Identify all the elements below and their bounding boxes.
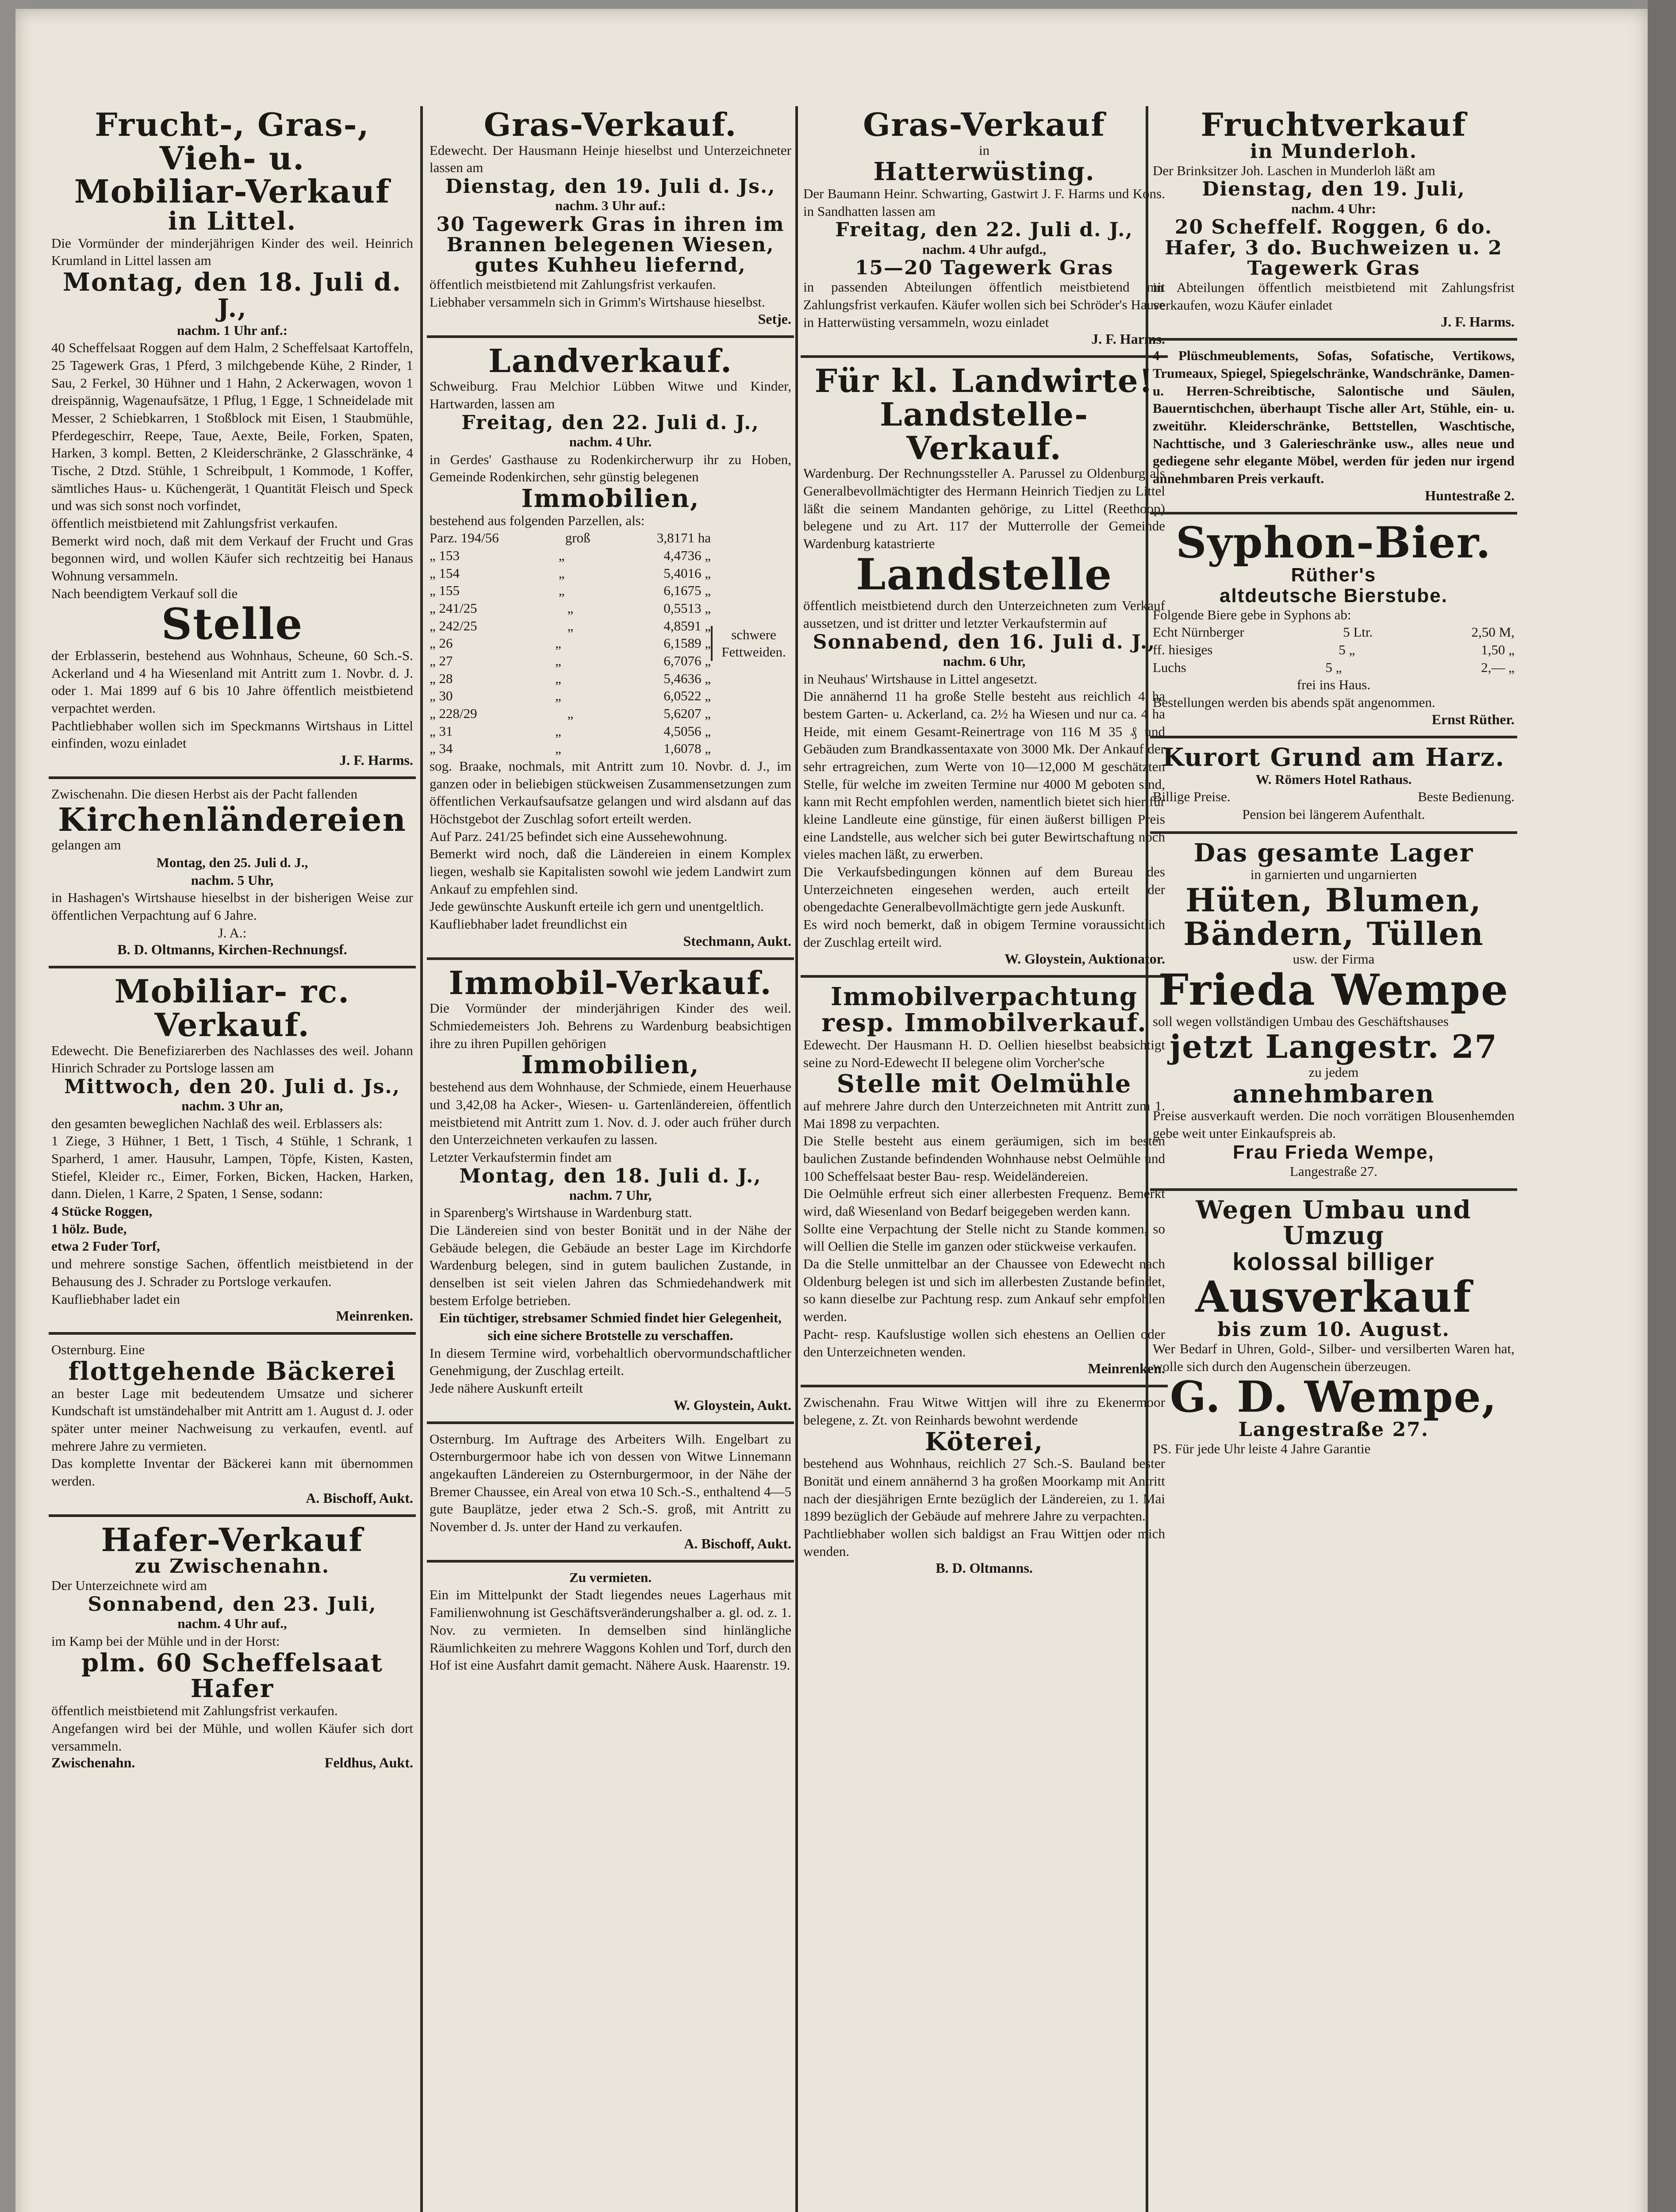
ad-date: Freitag, den 22. Juli d. J., [835, 219, 1133, 242]
ad-text: Billige Preise. [1153, 789, 1231, 805]
parcel-row-cell: 6,7076 „ [663, 653, 711, 669]
ad-time: nachm. 7 Uhr, [569, 1187, 652, 1203]
ad-text: Der Brinksitzer Joh. Laschen in Munderloh läßt am [1153, 162, 1435, 178]
ad-text: an bester Lage mit bedeutendem Umsatze und sicherer Kundschaft ist umständehalber mit Antritt am 1. August d. J. oder später unter meiner Nachweisung zu verkaufen, eventl. auf mehrere Jahre zu vermieten. [51, 1385, 413, 1454]
parcel-row-cell: 5,4016 „ [663, 565, 711, 581]
beer-row-cell: 2,— „ [1481, 659, 1515, 675]
ad-headline: jetzt Langestr. 27 [1170, 1028, 1498, 1066]
ad-date: Montag, den 18. Juli d. J., [62, 267, 402, 323]
ad-text: Der Unterzeichnete wird am [51, 1578, 207, 1594]
column-1 [49, 102, 416, 2212]
ad-text: öffentlich meistbietend mit Zahlungsfrist verkaufen. [51, 1703, 338, 1719]
ad-text: Langestraße 27. [1290, 1164, 1377, 1179]
ad-headline: Mobiliar-Verkauf [74, 173, 391, 211]
parcel-row-cell: „ [567, 618, 574, 634]
ad-text: öffentlich meistbietend durch den Unterzeichneten zum Verkauf aussetzen, und ist dritter und letzter Verkaufstermin auf [803, 598, 1165, 631]
ad-mobiliar-verkauf [49, 968, 416, 1335]
parcel-row-cell: „ [558, 547, 565, 563]
ad-text: Preise ausverkauft werden. Die noch vorrätigen Blousenhemden gebe weit unter Einkaufspreis ab. [1153, 1108, 1515, 1141]
ad-text: 4 Stücke Roggen, [51, 1203, 153, 1219]
ad-time: nachm. 3 Uhr an, [181, 1098, 283, 1114]
parcel-row [430, 582, 711, 599]
ad-text: 1 hölz. Bude, [51, 1221, 127, 1237]
parcel-row-cell: „ 30 [430, 688, 453, 704]
ad-text: Das komplette Inventar der Bäckerei kann mit übernommen werden. [51, 1455, 413, 1489]
parcel-row [430, 722, 711, 740]
ad-text: Letzter Verkaufstermin findet am [430, 1149, 612, 1165]
ad-koeterei [801, 1387, 1168, 1584]
ad-landverkauf [427, 338, 794, 960]
ad-signature: Meinrenken. [336, 1308, 413, 1324]
beer-row-cell: Luchs [1153, 659, 1186, 675]
ad-time: nachm. 4 Uhr auf., [177, 1616, 287, 1632]
parcel-row-cell: „ 31 [430, 723, 453, 739]
ad-text: J. A.: [218, 925, 247, 941]
ad-subheadline: W. Römers Hotel Rathaus. [1255, 771, 1412, 787]
parcel-row [430, 652, 711, 670]
ad-text: in Sparenberg's Wirtshause in Wardenburg statt. [430, 1205, 692, 1221]
parcel-row [430, 670, 711, 687]
ad-subheadline: altdeutsche Bierstube. [1220, 584, 1448, 607]
ad-signature [51, 1755, 413, 1771]
ad-signature: J. F. Harms. [1091, 331, 1165, 347]
parcel-row-cell: „ [567, 706, 574, 722]
parcel-row-cell: „ [555, 670, 561, 686]
parcel-row [430, 740, 711, 757]
ad-text: Pachtliebhaber wollen sich im Speckmanns Wirtshaus in Littel einfinden, wozu einladet [51, 718, 413, 751]
ad-text: in garnierten und ungarnierten [1250, 867, 1417, 883]
ad-headline: Ausverkauf [1195, 1272, 1472, 1322]
parcel-row [430, 529, 711, 547]
parcel-row-cell: Parz. 194/56 [430, 530, 499, 546]
ad-text: Jede gewünschte Auskunft erteile ich gern und unentgeltlich. [430, 899, 764, 914]
ad-headline: Stelle [161, 599, 303, 649]
ad-text: bestehend aus dem Wohnhause, der Schmiede, einem Heuerhause und 3,42,08 ha Acker-, Wiesen- u. Gartenländereien, öffentlich meistbietend mit Antritt zum 1. Nov. d. J. oder auch früher durch den Unterzeichneten verkaufen zu lassen. [430, 1079, 791, 1148]
ad-gras-verkauf [427, 102, 794, 338]
ad-headline: 20 Scheffelf. Roggen, 6 do. Hafer, 3 do. Buchweizen u. 2 Tagewerk Gras [1165, 216, 1503, 280]
parcel-table [430, 529, 791, 757]
beer-price-list [1153, 623, 1515, 676]
ad-headline: plm. 60 Scheffelsaat [81, 1648, 384, 1678]
parcel-row-cell: „ [555, 653, 561, 669]
ad-frieda-wempe [1150, 834, 1517, 1191]
ad-subheadline: in Littel. [168, 206, 297, 236]
ad-text: Der Baumann Heinr. Schwarting, Gastwirt J. F. Harms und Kons. in Sandhatten lassen am [803, 186, 1165, 219]
ad-text: Kaufliebhaber ladet freundlichst ein [430, 916, 627, 932]
ad-date: Dienstag, den 19. Juli d. Js., [445, 175, 776, 198]
ad-ausverkauf-wempe [1150, 1191, 1517, 1466]
beer-row [1153, 623, 1515, 641]
ad-headline: Köterei, [924, 1427, 1044, 1456]
ad-time: nachm. 5 Uhr, [191, 872, 274, 888]
ad-text: Die Stelle besteht aus einem geräumigen, sich im besten baulichen Zustande befindenden Wohnhause nebst Oelmühle und 100 Scheffelsaat bester Bau- resp. Weideländereien. [803, 1133, 1165, 1184]
ad-kirchenlaendereien [49, 779, 416, 968]
parcel-row-cell: 0,5513 „ [663, 600, 711, 616]
parcel-row-cell: 5,4636 „ [663, 670, 711, 686]
parcel-row-cell: „ 28 [430, 670, 453, 686]
ad-headline: Stelle mit Oelmühle [836, 1069, 1132, 1099]
ad-signature-name: Feldhus, Aukt. [324, 1755, 413, 1771]
ad-text: Die Vormünder der minderjährigen Kinder des weil. Schmiedemeisters Joh. Behrens zu Wardenburg beabsichtigen ihre zu ihren Pupillen gehörigen [430, 1000, 791, 1051]
ad-baeckerei [49, 1335, 416, 1517]
ad-subheadline: Hatterwüsting. [873, 157, 1095, 187]
ad-text: Zwischenahn. Die diesen Herbst ais der Pacht fallenden [51, 786, 358, 802]
parcel-row-cell: 5,6207 „ [663, 706, 711, 722]
ad-frucht-verkauf [49, 102, 416, 779]
column-2 [427, 102, 794, 2212]
ad-text: PS. Für jede Uhr leiste 4 Jahre Garantie [1153, 1441, 1371, 1457]
ad-time: nachm. 4 Uhr: [1291, 200, 1377, 216]
column-rule [420, 106, 423, 2212]
ad-text: Edewecht. Der Hausmann H. D. Oellien hieselbst beabsichtigt seine zu Nord-Edewecht II belegene olim Vorcher'sche [803, 1037, 1165, 1070]
ad-signature: J. F. Harms. [1441, 314, 1515, 330]
ad-subheadline: in Munderloh. [1250, 140, 1418, 163]
beer-row-cell: 5 Ltr. [1343, 624, 1373, 640]
ad-headline: Mobiliar- rc. Verkauf. [114, 972, 350, 1044]
ad-text: bestehend aus folgenden Parzellen, als: [430, 512, 645, 528]
ad-text: Nach beendigtem Verkauf soll die [51, 585, 238, 601]
ad-text: Wardenburg. Der Rechnungssteller A. Parussel zu Oldenburg als Generalbevollmächtigter des Hermann Heinrich Tiedjen zu Littel läßt die seinem Mandanten gehörige, zu Littel (Reethoop) belegene und zu Art. 117 der Mutterrolle der Gemeinde Wardenburg katastrierte [803, 465, 1165, 551]
ad-text: gelangen am [51, 837, 121, 853]
parcel-row [430, 634, 711, 652]
ad-headline: 30 Tagewerk Gras in ihren im Brannen belegenen Wiesen, gutes Kuhheu liefernd, [436, 213, 785, 277]
ad-syphon-bier [1150, 515, 1517, 738]
ad-headline: Fruchtverkauf [1200, 106, 1467, 143]
ad-text: in Abteilungen öffentlich meistbietend mit Zahlungsfrist verkaufen, wozu Käufer einladet [1153, 279, 1515, 313]
ad-text: und mehrere sonstige Sachen, öffentlich meistbietend in der Behausung des J. Schrader zu Portsloge verkaufen. [51, 1256, 413, 1289]
beer-row-cell: 5 „ [1338, 642, 1355, 658]
ad-text: in Gerdes' Gasthause zu Rodenkircherwurp ihr zu Hoben, Gemeinde Rodenkirchen, sehr günstig belegenen [430, 451, 791, 485]
ad-text-row [1153, 788, 1515, 806]
ad-text: in passenden Abteilungen öffentlich meistbietend mit Zahlungsfrist verkaufen. Käufer wollen sich bei Schröder's Hause in Hatterwüsting versammeln, wozu einladet [803, 279, 1165, 330]
ad-text: 40 Scheffelsaat Roggen auf dem Halm, 2 Scheffelsaat Kartoffeln, 25 Tagewerk Gras, 1 Pferd, 3 milchgebende Kühe, 2 Rinder, 1 Sau, 2 Ferkel, 30 Hühner und 1 Hahn, 2 Ackerwagen, wovon 1 dreispännig, Wagenaufsätze, 1 Pflug, 1 Egge, 1 Schneidelade mit Messer, 2 Schiebkarren, 1 Stoßblock mit Eisen, 1 Staubmühle, Pferdegeschirr, Reepe, Taue, Aexte, Beile, Forken, Spaten, Harken, 3 kompl. Betten, 2 Kleiderschränke, 2 Glasschränke, 4 Tische, 2 Dtzd. Stühle, 1 Schreibpult, 1 Kommode, 1 Koffer, sämtliches Haus- u. Küchengerät, 1 Quantität Fleisch und Speck und was sich sonst noch vorfindet, [51, 340, 413, 514]
ad-date: Sonnabend, den 16. Juli d. J., [813, 630, 1156, 653]
page-edge [1648, 0, 1676, 2212]
ad-headline: kolossal billiger [1232, 1248, 1435, 1276]
ad-headline: G. D. Wempe, [1170, 1372, 1498, 1422]
ad-signature: Meinrenken. [1088, 1360, 1165, 1377]
ad-headline: Landstelle-Verkauf. [880, 396, 1089, 467]
ad-headline: Gras-Verkauf. [483, 106, 737, 143]
parcel-row [430, 599, 711, 617]
ad-signature: Ernst Rüther. [1431, 711, 1515, 727]
ad-headline: Langestraße 27. [1238, 1418, 1429, 1441]
ad-headline: Kurort Grund am Harz. [1162, 742, 1505, 772]
ad-text: 4 Plüschmeublements, Sofas, Sofatische, Vertikows, Trumeaux, Spiegel, Spiegelschränke, Wandschränke, Damen- u. Herren-Schreibtische, Salontische und Säulen, Bauerntischchen, überhaupt Tische aller Art, Stühle, ein- u. zweitühr. Kleiderschränke, Bettstellen, Waschtische, Nachttische, und 3 Galerieschränke usw., alles neue und gediegene sehr elegante Möbel, werden für jeden nur irgend annehmbaren Preis verkauft. [1153, 348, 1515, 486]
ad-headline: Landstelle [855, 549, 1113, 599]
ad-signature: B. D. Oltmanns. [936, 1560, 1033, 1576]
ad-text: im Kamp bei der Mühle und in der Horst: [51, 1633, 280, 1649]
parcel-row-cell: „ 26 [430, 635, 453, 651]
ad-headline: Frucht-, Gras-, Vieh- u. [95, 106, 370, 177]
parcel-row-cell: 1,6078 „ [663, 741, 711, 757]
ad-headline: Zu vermieten. [569, 1569, 652, 1585]
ad-headline: Gras-Verkauf [863, 106, 1106, 143]
ad-headline: 15—20 Tagewerk Gras [855, 257, 1114, 280]
ad-headline: Immobil-Verkauf. [449, 964, 772, 1002]
ad-signature: Stechmann, Aukt. [683, 933, 791, 949]
ad-text: in Hashagen's Wirtshause hieselbst in der bisherigen Weise zur öffentlichen Verpachtung auf 6 Jahre. [51, 890, 413, 923]
parcel-row-cell: 4,8591 „ [663, 618, 711, 634]
ad-text: zu jedem [1308, 1064, 1359, 1080]
ad-text: Bestellungen werden bis abends spät angenommen. [1153, 695, 1435, 710]
ad-text: Bemerkt wird noch, daß die Ländereien in einem Komplex liegen, weshalb sie Kapitalisten sowohl wie jedem Landwirt zum Ankauf zu empfehlen sind. [430, 846, 791, 897]
ad-signature: W. Gloystein, Aukt. [673, 1397, 791, 1413]
beer-row-cell: 1,50 „ [1481, 642, 1515, 658]
ad-signature: W. Gloystein, Auktionator. [1004, 951, 1165, 967]
ad-headline: Kirchenländereien [58, 800, 407, 838]
ad-text: Zwischenahn. Frau Witwe Wittjen will ihre zu Ekenermoor belegene, z. Zt. von Reinhards bewohnt werdende [803, 1394, 1165, 1428]
ad-text: Die Ländereien sind von bester Bonität und in der Nähe der Gebäude belegen, die Gebäude an bester Lage im Kirchdorfe Wardenburg belegen, sind in gutem baulichen Zustande, in denselben ist seit vielen Jahren das Schmiedehandwerk mit bestem Erfolge betrieben. [430, 1222, 791, 1308]
beer-row-cell: ff. hiesiges [1153, 642, 1213, 658]
ad-text: Osternburg. Eine [51, 1342, 145, 1358]
ad-text: Kaufliebhaber ladet ein [51, 1291, 180, 1307]
beer-row [1153, 641, 1515, 659]
ad-text: Edewecht. Die Benefiziarerben des Nachlasses des weil. Johann Hinrich Schrader zu Portsloge lassen am [51, 1042, 413, 1076]
parcel-row [430, 565, 711, 582]
beer-row-cell: 5 „ [1325, 659, 1342, 675]
ad-text: Die Verkaufsbedingungen können auf dem Bureau des Unterzeichneten eingesehen werden, auch erteilt der obengedachte Generalbevollmächtigte gern jede Auskunft. [803, 864, 1165, 915]
ad-text: In diesem Termine wird, vorbehaltlich obervormundschaftlicher Genehmigung, der Zuschlag erteilt. [430, 1345, 791, 1379]
ad-moebel [1150, 341, 1517, 514]
ad-headline: Hüten, Blumen, Bändern, Tüllen [1183, 881, 1484, 952]
ad-time: nachm. 6 Uhr, [943, 653, 1026, 669]
parcel-row-cell: 3,8171 ha [656, 530, 711, 546]
parcel-row [430, 547, 711, 565]
ad-text: Die Vormünder der minderjährigen Kinder des weil. Heinrich Krumland in Littel lassen am [51, 235, 413, 269]
parcel-row [430, 705, 711, 722]
ad-headline: Immobilien, [521, 1050, 700, 1080]
ad-date: Mittwoch, den 20. Juli d. Js., [64, 1075, 400, 1098]
ad-text: Schweiburg. Frau Melchior Lübben Witwe und Kinder, Hartwarden, lassen am [430, 378, 791, 411]
beer-row-cell: Echt Nürnberger [1153, 624, 1244, 640]
ad-signature-place: Zwischenahn. [51, 1755, 135, 1771]
ad-highlight: Ein tüchtiger, strebsamer Schmied findet hier Gelegenheit, sich eine sichere Brotstelle zu verschaffen. [439, 1310, 782, 1344]
ad-headline: Hafer-Verkauf [101, 1521, 364, 1559]
ad-headline: Syphon-Bier. [1176, 517, 1492, 568]
ad-text: auf mehrere Jahre durch den Unterzeichneten mit Antritt zum 1. Mai 1898 zu verpachten. [803, 1098, 1165, 1131]
parcel-row-cell: „ [555, 688, 561, 704]
parcel-row-cell: „ [555, 741, 561, 757]
ad-text: in Neuhaus' Wirtshause in Littel angesetzt. [803, 671, 1037, 687]
ad-headline: Frau Frieda Wempe, [1233, 1141, 1434, 1163]
parcel-rows [430, 529, 711, 757]
ad-date: Montag, den 18. Juli d. J., [459, 1164, 762, 1187]
ad-headline: flottgehende Bäckerei [68, 1356, 396, 1386]
parcel-row-cell: 4,5056 „ [663, 723, 711, 739]
ad-time: nachm. 3 Uhr auf.: [555, 198, 666, 214]
ad-signature: A. Bischoff, Aukt. [306, 1490, 413, 1506]
ad-signature: A. Bischoff, Aukt. [684, 1535, 791, 1551]
ad-time: nachm. 1 Uhr anf.: [176, 322, 288, 338]
ad-text: Pachtliebhaber wollen sich baldigst an Frau Wittjen oder mich wenden. [803, 1526, 1165, 1559]
parcel-row-cell: groß [565, 530, 591, 546]
parcel-row-cell: „ 155 [430, 583, 460, 599]
ad-fruchtverkauf-munderloh [1150, 102, 1517, 341]
parcel-row-cell: 6,1589 „ [663, 635, 711, 651]
ad-headline: Das gesamte Lager [1193, 838, 1474, 868]
ad-zu-vermieten [427, 1563, 794, 1682]
ad-text: Auf Parz. 241/25 befindet sich eine Aussehewohnung. [430, 828, 728, 844]
ad-text: öffentlich meistbietend mit Zahlungsfrist verkaufen. [51, 515, 338, 531]
ad-headline: Hafer [190, 1674, 274, 1704]
ad-text: usw. der Firma [1292, 951, 1375, 967]
parcel-row-cell: „ 154 [430, 565, 460, 581]
ad-hafer-verkauf [49, 1517, 416, 1779]
ad-immobil-verkauf [427, 960, 794, 1424]
parcel-row-cell: 6,0522 „ [663, 688, 711, 704]
parcel-brace-label: schwere Fettweiden. [711, 626, 791, 661]
ad-date: Sonnabend, den 23. Juli, [88, 1593, 377, 1616]
ad-text: Die annähernd 11 ha große Stelle besteht aus reichlich 4 ha bestem Garten- u. Ackerland, ca. 2½ ha Wiesen und nur ca. 4 ha Heide, mit einem Gesamt-Reinertrage von 116 M 35 ₰ und Gebäuden zum Brandkassentaxate von 3000 Mk. Der Ankauf der sehr ertragreichen, zum Werte von 10—12,000 M geschätzten Stelle, für welche im zweiten Termine nur 4000 M geboten sind, kann mit Recht empfohlen werden, namentlich bietet sich hier für kleine Landleute eine günstige, für einen äußerst billigen Preis eine Landstelle, aus welcher sich bei guter Bewirtschaftung noch vieles machen läßt, zu erwerben. [803, 688, 1165, 862]
ad-text: Pacht- resp. Kaufslustige wollen sich ehestens an Oellien oder den Unterzeichneten wenden. [803, 1326, 1165, 1359]
parcel-row-cell: „ 241/25 [430, 600, 477, 616]
ad-kurort-grund [1150, 738, 1517, 834]
ad-headline: Frieda Wempe [1158, 964, 1509, 1015]
ad-text: Es wird noch bemerkt, daß in obigem Termine voraussichtlich der Zuschlag erteilt wird. [803, 917, 1165, 950]
ad-headline: annehmbaren [1232, 1079, 1435, 1109]
ad-text: Sollte eine Verpachtung der Stelle nicht zu Stande kommen, so will Oellien die Stelle im ganzen oder stückweise verkaufen. [803, 1221, 1165, 1254]
parcel-row-cell: „ 153 [430, 547, 460, 563]
ad-headline: Wegen Umbau und Umzug [1196, 1195, 1472, 1251]
ad-text: Beste Bedienung. [1418, 789, 1515, 805]
parcel-row-cell: 6,1675 „ [663, 583, 711, 599]
ad-text: 1 Ziege, 3 Hühner, 1 Bett, 1 Tisch, 4 Stühle, 1 Schrank, 1 Sparherd, 1 amer. Hausuhr, Lampen, Töpfe, Kisten, Kasten, Stiefel, Kleider rc., Eimer, Forken, Bicken, Hacken, Harken, dann. Dielen, 1 Karre, 2 Spaten, 1 Sense, sodann: [51, 1133, 413, 1202]
ad-text: Jede nähere Auskunft erteilt [430, 1380, 583, 1396]
ad-signature: Setje. [758, 311, 791, 327]
parcel-row-cell: „ 242/25 [430, 618, 477, 634]
ad-text: soll wegen vollständigen Umbau des Geschäftshauses [1153, 1013, 1449, 1029]
ad-text: Angefangen wird bei der Mühle, und wollen Käufer sich dort versammeln. [51, 1720, 413, 1754]
ad-text: Wer Bedarf in Uhren, Gold-, Silber- und versilberten Waren hat, wolle sich durch den Augenschein überzeugen. [1153, 1341, 1515, 1374]
ad-landstelle-verkauf [801, 358, 1168, 978]
ad-text: Da die Stelle unmittelbar an der Chaussee von Edewecht nach Oldenburg belegen ist und sich im allerbesten Zustande befindet, so kann dieselbe zur Pachtung resp. zum Ankauf sehr empfohlen werden. [803, 1256, 1165, 1325]
ad-signature: B. D. Oltmanns, Kirchen-Rechnungsf. [117, 941, 347, 958]
ad-text: Edewecht. Der Hausmann Heinje hieselbst und Unterzeichneter lassen am [430, 142, 791, 176]
column-4 [1150, 102, 1517, 2212]
beer-row [1153, 659, 1515, 676]
ad-headline: Immobilien, [521, 484, 700, 513]
ad-date: Dienstag, den 19. Juli, [1202, 178, 1465, 201]
ad-text: bestehend aus Wohnhaus, reichlich 27 Sch.-S. Bauland bester Bonität und einem annähernd 3 ha großen Moorkamp mit Antritt nach der diesjährigen Ernte bezüglich der Ländereien, zu 1. Mai 1899 bezüglich der Gebäude auf mehrere Jahre zu verpachten. [803, 1455, 1165, 1524]
ad-headline: Für kl. Landwirte! [814, 362, 1154, 400]
parcel-row-cell: „ [555, 635, 561, 651]
parcel-row-cell: „ 27 [430, 653, 453, 669]
ad-subheadline: zu Zwischenahn. [134, 1555, 330, 1578]
ad-text: Osternburg. Im Auftrage des Arbeiters Wilh. Engelbart zu Osternburgermoor habe ich von dessen von Witwe Linnemann angekauften Ländereien zu Osternburgermoor, in der Nähe der Bremer Chaussee, ein Areal von etwa 10 Sch.-S., enthaltend 4—5 gute Bauplätze, jeder etwa 2 Sch.-S. groß, mit Antritt zu November d. Js. unter der Hand zu verkaufen. [430, 1431, 791, 1535]
ad-headline: Immobilverpachtung resp. Immobilverkauf. [821, 982, 1147, 1038]
ad-text: Ein im Mittelpunkt der Stadt liegendes neues Lagerhaus mit Familienwohnung ist Geschäftsveränderungshalber a. gl. od. z. 1. Nov. zu vermieten. In demselben sind hinlängliche Räumlichkeiten zu mehrere Waggons Kohlen und Torf, durch den Hof ist eine Ausfahrt damit gemacht. Nähere Ausk. Haarenstr. 19. [430, 1587, 791, 1673]
ad-bauplaetze [427, 1424, 794, 1563]
column-rule [795, 106, 798, 2212]
ad-text: öffentlich meistbietend mit Zahlungsfrist verkaufen. [430, 276, 716, 292]
parcel-row-cell: 4,4736 „ [663, 547, 711, 563]
ad-time: nachm. 4 Uhr aufgd., [922, 241, 1047, 257]
ad-headline: Landverkauf. [488, 342, 733, 380]
ad-headline: bis zum 10. August. [1217, 1318, 1450, 1341]
ad-text: der Erblasserin, bestehend aus Wohnhaus, Scheune, 60 Sch.-S. Ackerland und 4 ha Wiesenland mit Antritt zum 1. Novbr. d. J. oder 1. Mai 1899 auf 6 bis 10 Jahre öffentlich meistbietend verpachtet werden. [51, 648, 413, 716]
parcel-row-cell: „ [558, 583, 565, 599]
ad-text: frei ins Haus. [1296, 677, 1371, 693]
ad-text: in [978, 142, 990, 158]
beer-row-cell: 2,50 M, [1471, 624, 1515, 640]
ad-date: Freitag, den 22. Juli d. J., [461, 411, 759, 434]
parcel-row-cell: „ 34 [430, 741, 453, 757]
ad-subheadline: Rüther's [1291, 564, 1377, 586]
parcel-row-cell: „ [555, 723, 561, 739]
ad-text: den gesamten beweglichen Nachlaß des weil. Erblassers als: [51, 1115, 383, 1131]
ad-immobilverpachtung [801, 978, 1168, 1387]
parcel-row-cell: „ [558, 565, 565, 581]
ad-text: Liebhaber versammeln sich in Grimm's Wirtshause hieselbst. [430, 294, 765, 310]
ad-gras-verkauf-hatterwuesting [801, 102, 1168, 358]
ad-text: sog. Braake, nochmals, mit Antritt zum 10. Novbr. d. J., im ganzen oder in beliebigen stückweisen Zusammensetzungen zum öffentlichen Verkaufsaufsatze gelangen und wird alsdann auf das Höchstgebot der Zuschlag sofort erteilt werden. [430, 758, 791, 827]
ad-text: Bemerkt wird noch, daß mit dem Verkauf der Frucht und Gras begonnen wird, und wollen Käufer sich rechtzeitig bei Hanaus Wohnung versammeln. [51, 533, 413, 584]
ad-text: Pension bei längerem Aufenthalt. [1242, 806, 1425, 822]
ad-signature: J. F. Harms. [339, 752, 413, 768]
parcel-row [430, 687, 711, 705]
column-3 [801, 102, 1168, 2212]
ad-time: nachm. 4 Uhr. [569, 434, 652, 449]
parcel-row-cell: „ 228/29 [430, 706, 477, 722]
ad-signature: Huntestraße 2. [1425, 487, 1515, 503]
ad-text: Folgende Biere gebe in Syphons ab: [1153, 607, 1351, 622]
parcel-row-cell: „ [567, 600, 574, 616]
parcel-row [430, 617, 711, 635]
ad-text: Die Oelmühle erfreut sich einer allerbesten Frequenz. Bemerkt wird, daß Wiesenland von Bedarf beigegeben werden kann. [803, 1186, 1165, 1219]
ad-text: etwa 2 Fuder Torf, [51, 1238, 160, 1254]
ad-date: Montag, den 25. Juli d. J., [156, 855, 308, 871]
